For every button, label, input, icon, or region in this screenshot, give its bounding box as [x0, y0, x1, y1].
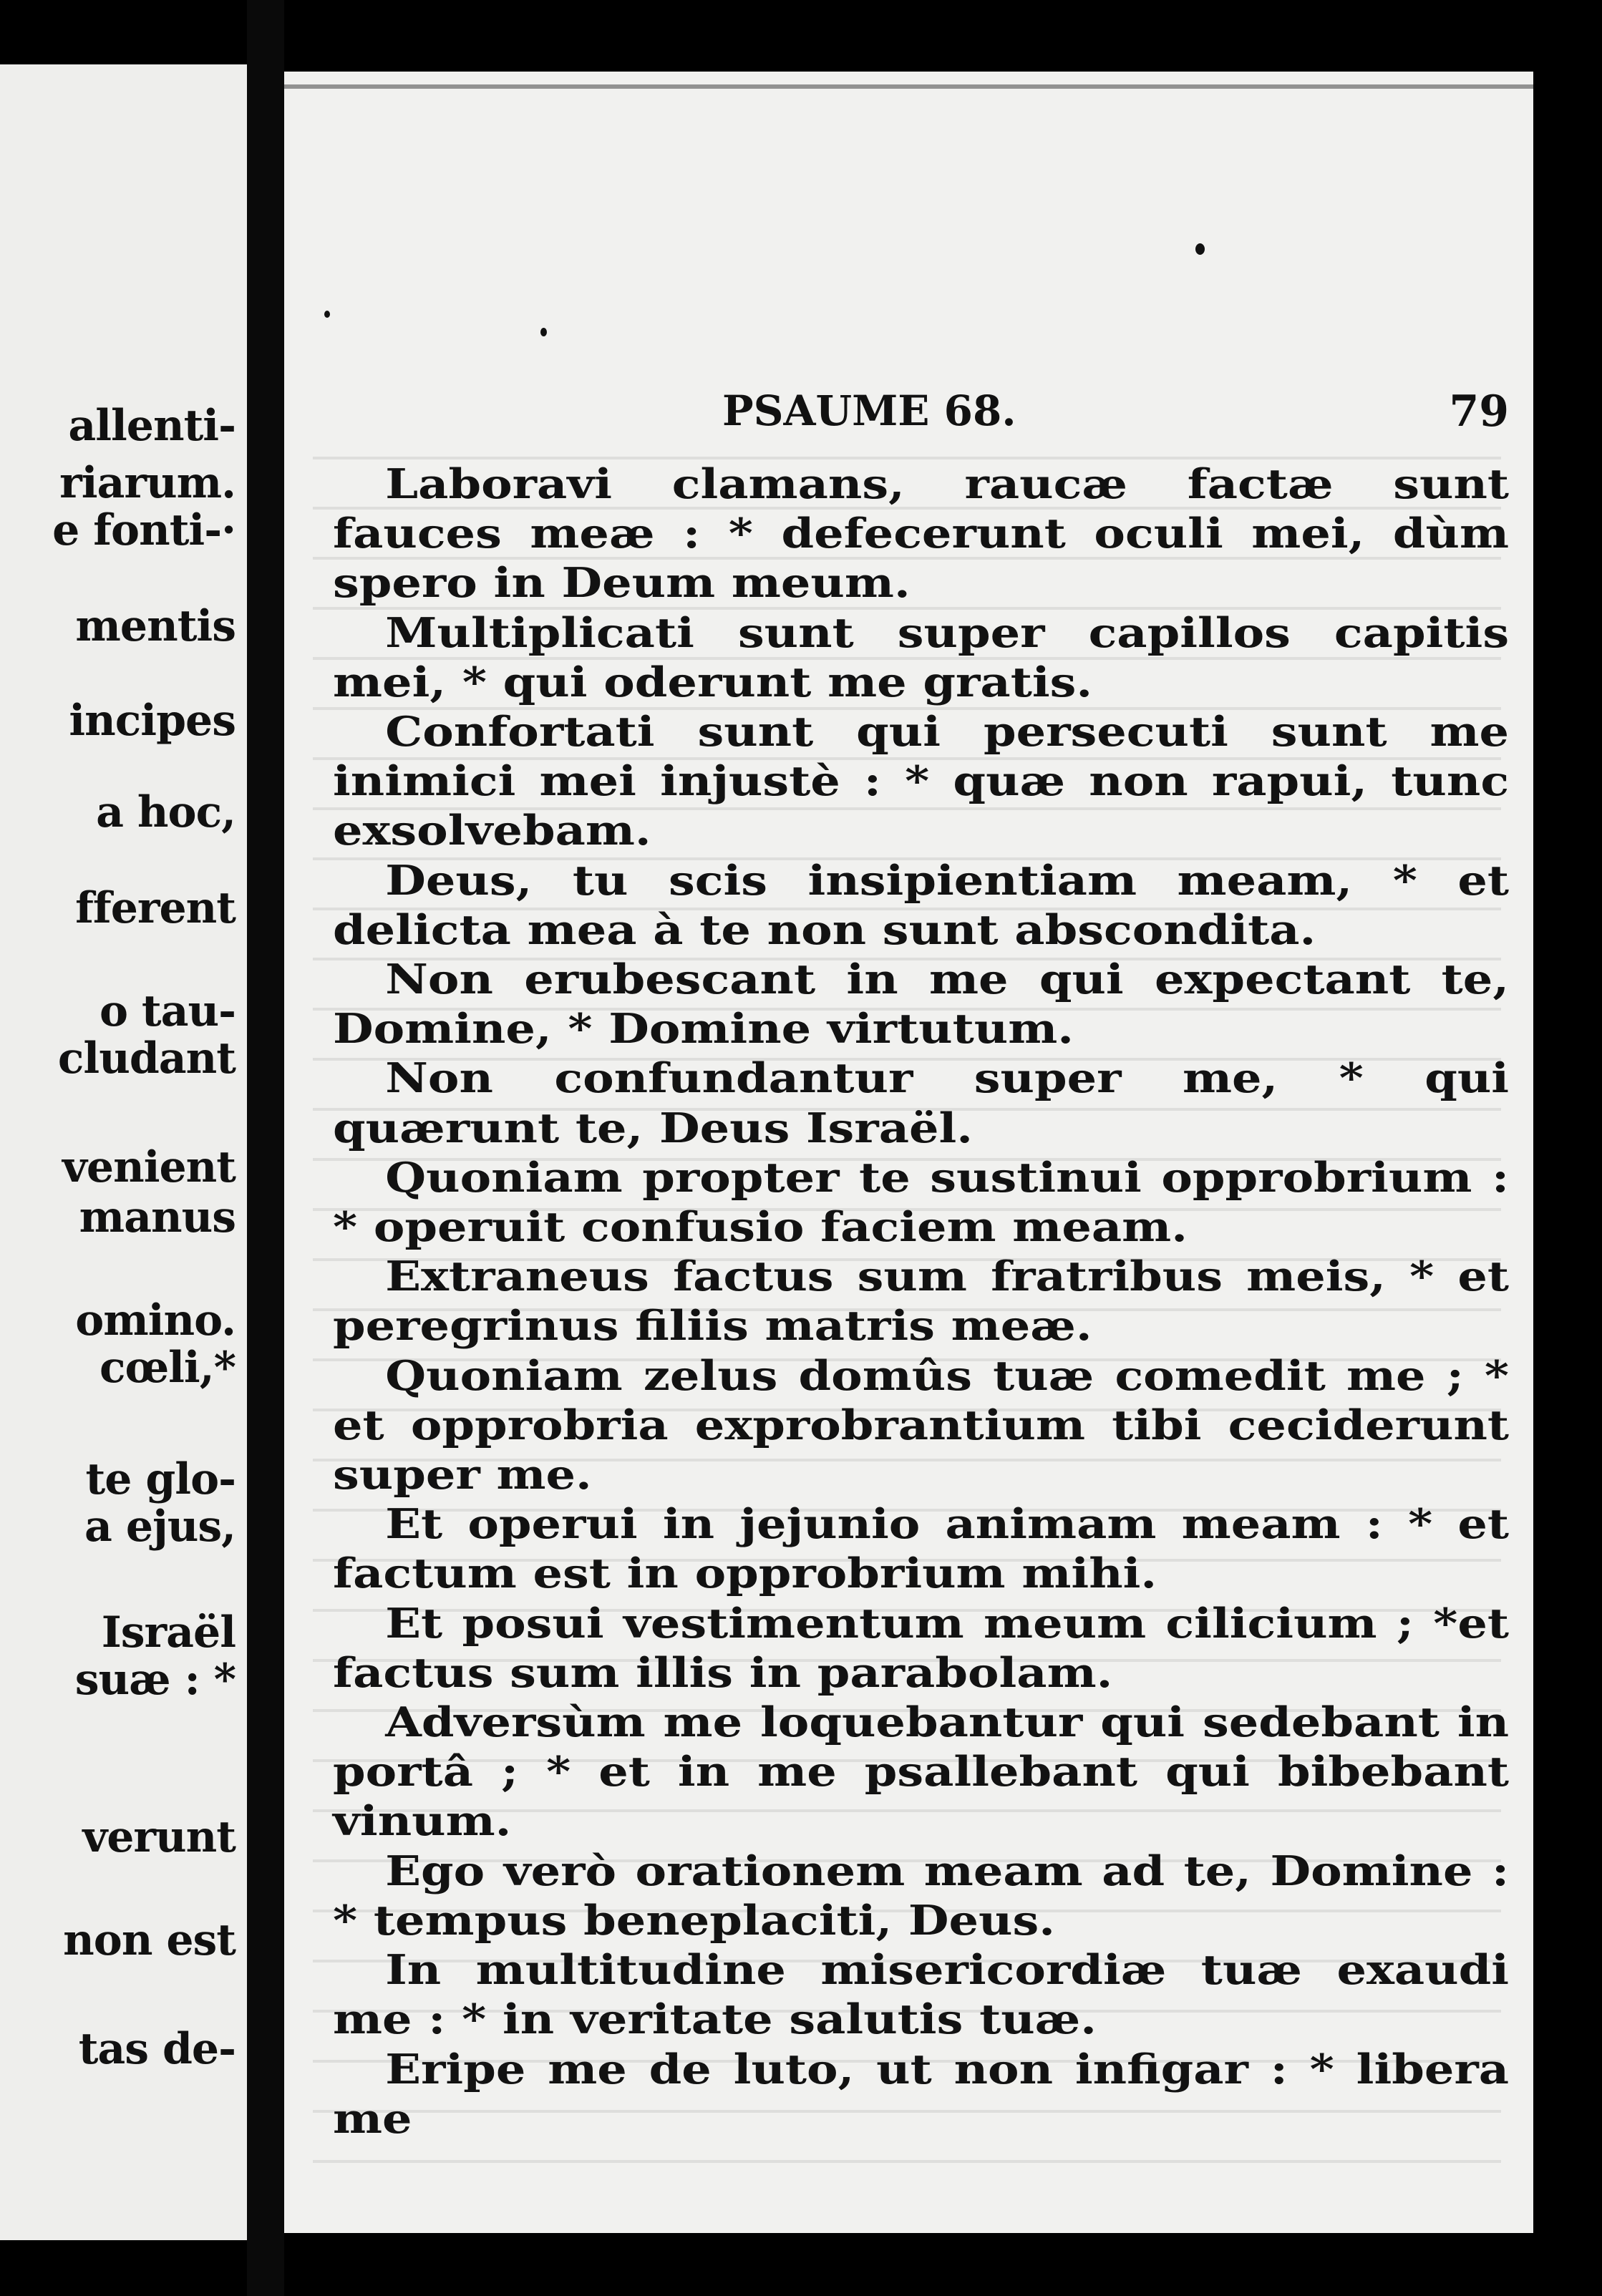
book-gutter — [247, 0, 284, 2296]
ink-speck — [1195, 243, 1205, 255]
left-page-text-fragment: Israël — [101, 1607, 236, 1658]
scan-border-right — [1533, 0, 1602, 2296]
left-facing-page — [0, 64, 247, 2240]
left-page-text-fragment: omino. — [75, 1295, 236, 1346]
left-page-text-fragment: allenti- — [68, 401, 236, 451]
verse: In multitudine misericordiæ tuæ exaudi me : * in veritate salutis tuæ. — [333, 1946, 1510, 2044]
left-page-text-fragment: riarum. — [59, 458, 236, 508]
verse: Quoniam zelus domûs tuæ comedit me ; * et opprobria exprobrantium tibi ceciderunt super me. — [333, 1351, 1510, 1499]
right-page — [284, 72, 1533, 2233]
left-page-text-fragment: a ejus, — [84, 1502, 236, 1552]
left-page-text-fragment: suæ : * — [74, 1655, 236, 1705]
running-title: PSAUME 68. — [722, 386, 1016, 435]
left-page-text-fragment: fferent — [75, 883, 236, 933]
page-number: 79 — [1449, 386, 1509, 437]
verse: Deus, tu scis insipientiam meam, * et delicta mea à te non sunt abscondita. — [333, 856, 1510, 954]
verse: Ego verò orationem meam ad te, Domine : * tempus beneplaciti, Deus. — [333, 1847, 1510, 1945]
verse: Confortati sunt qui persecuti sunt me inimici mei injustè : * quæ non rapui, tunc exsolvebam. — [333, 708, 1510, 855]
left-page-text-fragment: o tau- — [99, 986, 236, 1036]
left-page-text-fragment: manus — [79, 1192, 236, 1242]
psalm-text — [333, 459, 1509, 2144]
left-page-text-fragment: verunt — [82, 1812, 236, 1862]
left-page-text-fragment: te glo- — [85, 1454, 236, 1504]
verse: Laboravi clamans, raucæ factæ sunt fauces meæ : * defecerunt oculi mei, dùm spero in Deum meum. — [333, 460, 1510, 608]
left-page-text-fragment: mentis — [75, 601, 236, 651]
verse: Non confundantur super me, * qui quærunt te, Deus Israël. — [333, 1054, 1510, 1152]
left-page-text-fragment: tas de- — [78, 2024, 236, 2074]
verse: Et operui in jejunio animam meam : * et factum est in opprobrium mihi. — [333, 1500, 1510, 1598]
verse: Extraneus factus sum fratribus meis, * et peregrinus filiis matris meæ. — [333, 1252, 1510, 1351]
left-page-text-fragment: cludant — [57, 1033, 236, 1084]
left-page-text-fragment: non est — [63, 1915, 236, 1965]
left-page-text-fragment: e fonti-· — [52, 505, 236, 555]
verse: Quoniam propter te sustinui opprobrium : * operuit confusio faciem meam. — [333, 1153, 1510, 1252]
left-page-text-fragment: a hoc, — [96, 787, 236, 837]
verse: Eripe me de luto, ut non infigar : * libera me — [333, 2045, 1510, 2143]
verse: Multiplicati sunt super capillos capitis mei, * qui oderunt me gratis. — [333, 608, 1510, 706]
verse: Adversùm me loquebantur qui sedebant in portâ ; * et in me psallebant qui bibebant vinum. — [333, 1698, 1510, 1846]
left-page-text-fragment: cœli,* — [99, 1343, 236, 1393]
left-page-text-fragment: incipes — [69, 696, 236, 746]
ink-speck — [324, 311, 330, 318]
verse: Et posui vestimentum meum cilicium ; *et factus sum illis in parabolam. — [333, 1599, 1510, 1697]
verse: Non erubescant in me qui expectant te, Domine, * Domine virtutum. — [333, 955, 1510, 1054]
left-page-text-fragment: venient — [62, 1142, 236, 1192]
running-head — [284, 386, 1533, 451]
page-top-edge — [284, 84, 1533, 89]
ink-speck — [540, 328, 547, 336]
